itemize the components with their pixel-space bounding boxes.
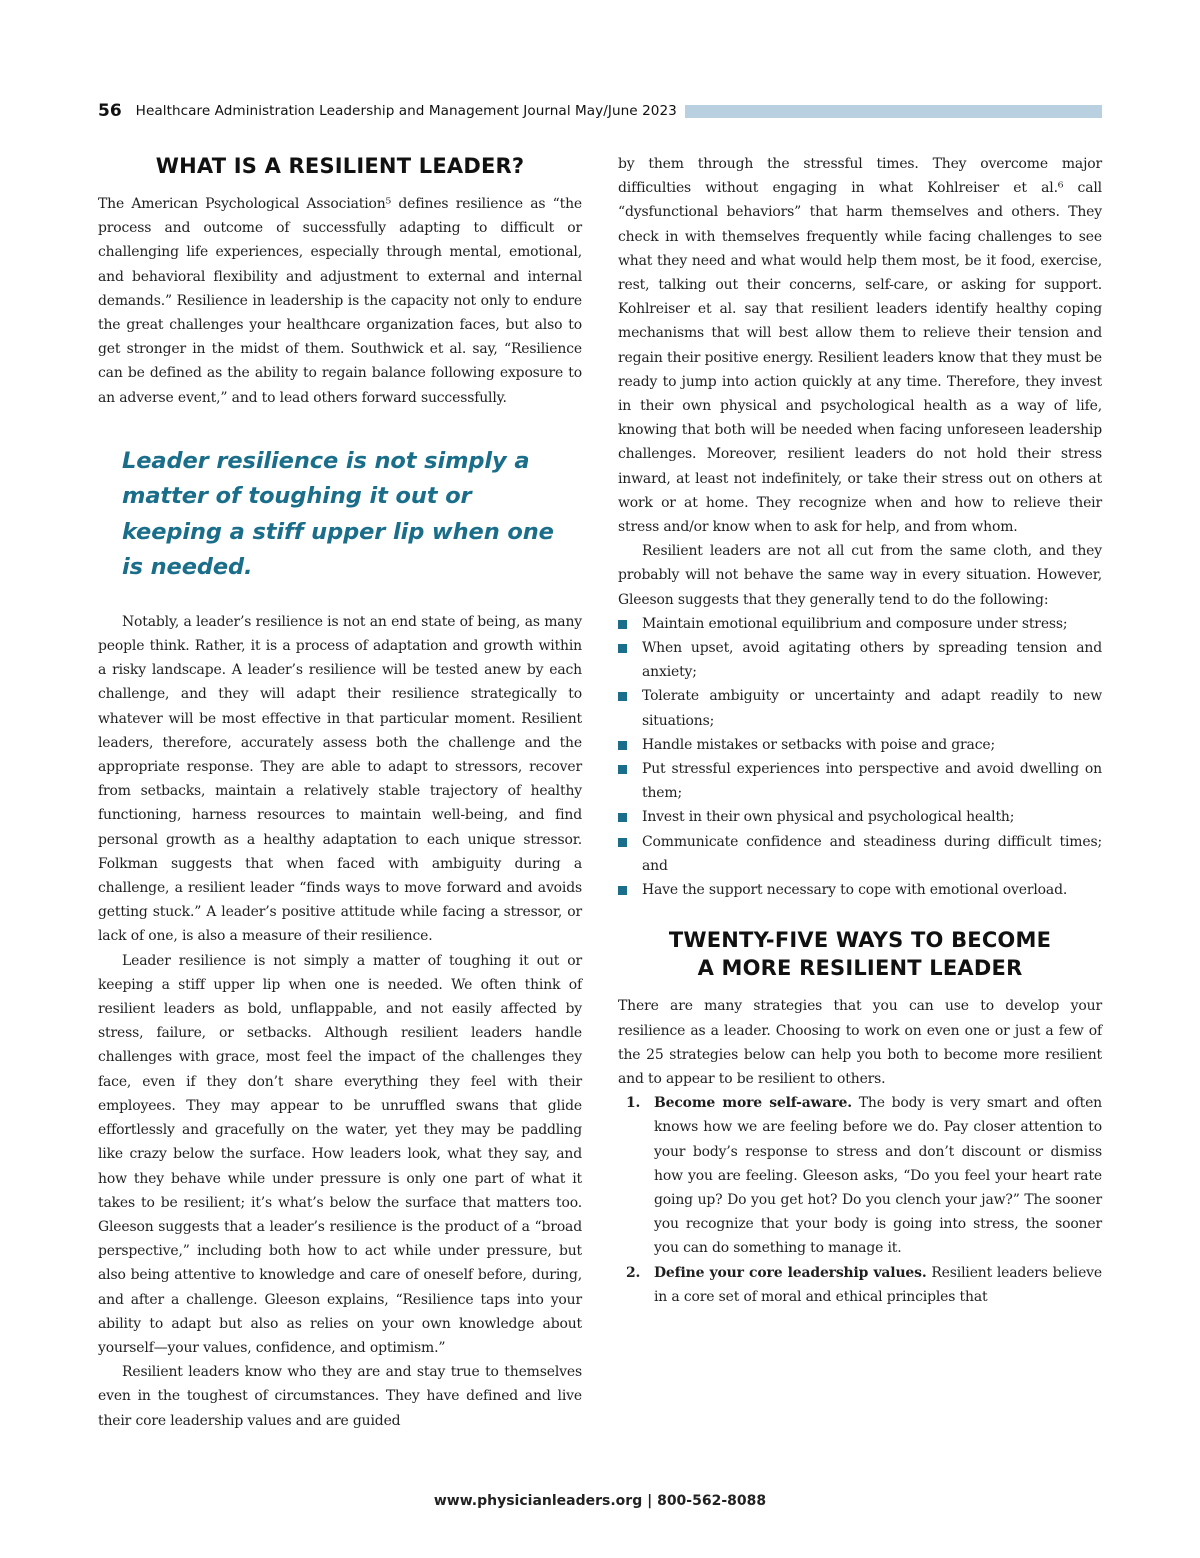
page-footer: www.physicianleaders.org | 800-562-8088 bbox=[433, 1493, 767, 1509]
left-column bbox=[98, 152, 582, 1433]
list-item: When upset, avoid agitating others by spreading tension and anxiety; bbox=[618, 636, 1102, 684]
bullet-square-icon bbox=[618, 765, 627, 774]
item-text: The body is very smart and often knows how we are feeling before we do. Pay closer attention to your body’s response to stress and don’t discount or dismiss how you are feeling. Gleeson asks, “Do you feel your heart rate going up? Do you get hot? Do you clench your jaw?” The sooner you recognize that your body is going into stress, the sooner you can do something to manage it. bbox=[654, 1095, 1102, 1257]
strategies-list bbox=[618, 1091, 1102, 1309]
list-item: Maintain emotional equilibrium and composure under stress; bbox=[618, 612, 1102, 636]
item-lead: Define your core leadership values. bbox=[654, 1264, 927, 1281]
paragraph-strategies-intro: There are many strategies that you can use to develop your resilience as a leader. Choosing to work on even one or just a few of the 25 strategies below can help you both to become more resilient and to appear to be resilient to others. bbox=[618, 998, 1102, 1087]
paragraph-continued: by them through the stressful times. They overcome major difficulties without engaging in what Kohlreiser et al.⁶ call “dysfunctional behaviors” that harm themselves and others. They check in with themselves frequently while facing challenges to see what they need and what would help them most, be it food, exercise, rest, talking out their concerns, self-care, or asking for support. Kohlreiser et al. say that resilient leaders identify healthy coping mechanisms that will best allow them to relieve their tension and regain their positive energy. Resilient leaders know that they must be ready to jump into action quickly at any time. Therefore, they invest in their own physical and psychological health as a way of life, knowing that both will be needed when facing unforeseen leadership challenges. Moreover, resilient leaders do not hold their stress inward, at least not indefinitely, or take their stress out on others at work or at home. They recognize when and how to relieve their stress and/or know when to ask for help, and from whom. bbox=[618, 156, 1102, 536]
right-column bbox=[618, 152, 1102, 1309]
section-title-twenty-five-ways bbox=[618, 926, 1102, 982]
running-header bbox=[98, 98, 1102, 124]
bullet-square-icon bbox=[618, 838, 627, 847]
traits-list bbox=[618, 612, 1102, 902]
bullet-square-icon bbox=[618, 644, 627, 653]
bullet-square-icon bbox=[618, 692, 627, 701]
list-item: Have the support necessary to cope with emotional overload. bbox=[618, 878, 1102, 902]
page-number: 56 bbox=[98, 101, 122, 121]
item-number: 2. bbox=[626, 1264, 641, 1281]
bullet-square-icon bbox=[618, 886, 627, 895]
title-line-1: TWENTY-FIVE WAYS TO BECOME bbox=[668, 928, 1052, 953]
list-item: Tolerate ambiguity or uncertainty and adapt readily to new situations; bbox=[618, 684, 1102, 732]
paragraph-process: Notably, a leader’s resilience is not an end state of being, as many people think. Rather, it is a process of adaptation and growth within a risky landscape. A leader’s resilience will be tested anew by each challenge, and they will adapt their resilience strategically to whatever will be most effective in that particular moment. Resilient leaders, therefore, accurately assess both the challenge and the appropriate response. They are able to adapt to stressors, recover from setbacks, maintain a relatively stable trajectory of healthy functioning, harness resources to maintain well-being, and find personal growth as a healthy adaptation to each unique stressor. Folkman suggests that when faced with ambiguity during a challenge, a resilient leader “finds ways to move forward and avoids getting stuck.” A leader’s positive attitude while facing a stressor, or lack of one, is also a measure of their resilience. bbox=[98, 613, 582, 945]
title-line-2: A MORE RESILIENT LEADER bbox=[697, 956, 1023, 981]
paragraph-cloth: Resilient leaders are not all cut from the same cloth, and they probably will not behave the same way in every situation. However, Gleeson suggests that they generally tend to do the following: bbox=[618, 543, 1102, 608]
pull-quote: Leader resilience is not simply a matter of toughing it out or keeping a stiff upper lip when one is needed. bbox=[122, 447, 554, 581]
journal-title: Healthcare Administration Leadership and Management Journal May/June 2023 bbox=[135, 103, 677, 119]
paragraph-apa-definition: The American Psychological Association⁵ defines resilience as “the process and outcome of successfully adapting to difficult or challenging life experiences, especially through mental, emotional, and behavioral flexibility and adjustment to external and internal demands.” Resilience in leadership is the capacity not only to endure the great challenges your healthcare organization faces, but also to get stronger in the midst of them. Southwick et al. say, “Resilience can be defined as the ability to regain balance following exposure to an adverse event,” and to lead others forward successfully. bbox=[98, 196, 582, 406]
list-item: Communicate confidence and steadiness during difficult times; and bbox=[618, 830, 1102, 878]
item-text: Resilient leaders believe in a core set of moral and ethical principles that bbox=[654, 1264, 1102, 1305]
list-item bbox=[618, 1091, 1102, 1260]
list-item: Handle mistakes or setbacks with poise and grace; bbox=[618, 733, 1102, 757]
list-item: Invest in their own physical and psychological health; bbox=[618, 805, 1102, 829]
bullet-square-icon bbox=[618, 813, 627, 822]
item-number: 1. bbox=[626, 1095, 641, 1112]
list-item bbox=[618, 1261, 1102, 1309]
header-rule-bar bbox=[685, 105, 1102, 118]
section-title-resilient-leader: WHAT IS A RESILIENT LEADER? bbox=[155, 154, 525, 178]
list-item: Put stressful experiences into perspective and avoid dwelling on them; bbox=[618, 757, 1102, 805]
paragraph-toughing-it-out: Leader resilience is not simply a matter of toughing it out or keeping a stiff upper lip when one is needed. We often think of resilient leaders as bold, unflappable, and not easily affected by stress, failure, or setbacks. Although resilient leaders handle challenges with grace, most feel the impact of the challenges they face, even if they don’t share everything they feel with their employees. They may appear to be unruffled swans that glide effortlessly and gracefully on the water, yet they may be paddling like crazy below the surface. How leaders look, what they say, and how they behave while under pressure is only one part of what it takes to be resilient; it’s what’s below the surface that matters too. Gleeson suggests that a leader’s resilience is the product of a “broad perspective,” including both how to act while under pressure, but also being attentive to knowledge and care of oneself before, during, and after a challenge. Gleeson explains, “Resilience taps into your ability to adapt but also as relies on your own knowledge about yourself—your values, confidence, and optimism.” bbox=[98, 952, 582, 1356]
bullet-square-icon bbox=[618, 741, 627, 750]
paragraph-know-who-they-are: Resilient leaders know who they are and stay true to themselves even in the toughest of circumstances. They have defined and live their core leadership values and are guided bbox=[98, 1364, 582, 1429]
item-lead: Become more self-aware. bbox=[654, 1095, 852, 1112]
bullet-square-icon bbox=[618, 620, 627, 629]
